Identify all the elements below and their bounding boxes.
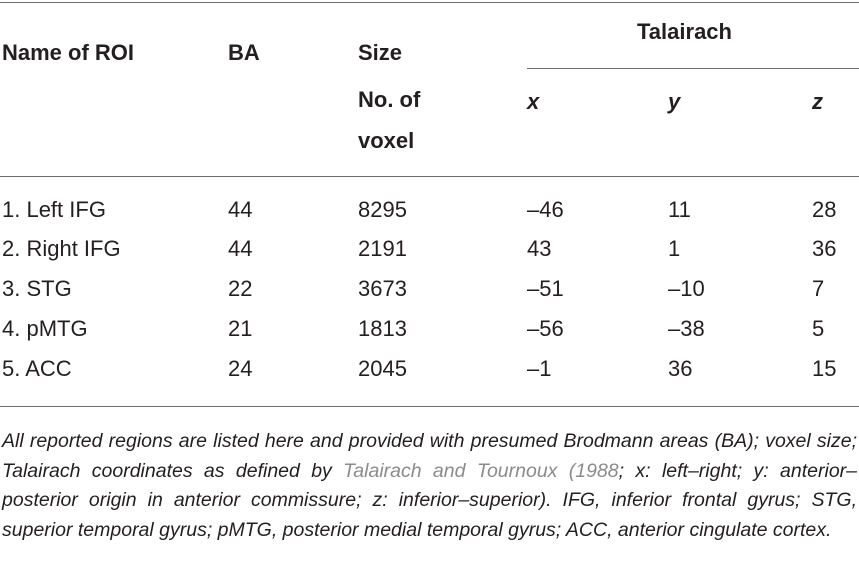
footnote-text-2: ; x: left–right; y: anterior–posterior origin in anterior commissure; z: inferior–superior). IFG, inferior frontal gyrus; STG, superior temporal gyrus; pMTG, posterior medial temporal gyrus; ACC, anterior cingulate cortex.	[2, 459, 857, 541]
row-4-x: –56	[527, 316, 564, 341]
row-2-y: 1	[668, 236, 681, 261]
row-3-z: 7	[812, 276, 825, 301]
header-z: z	[812, 89, 823, 114]
row-5-z: 15	[812, 356, 837, 381]
row-4-name: 4. pMTG	[2, 316, 88, 341]
row-2-z: 36	[812, 236, 837, 261]
row-5-x: –1	[527, 356, 552, 381]
row-1-name: 1. Left IFG	[2, 197, 106, 222]
row-5-name: 5. ACC	[2, 356, 72, 381]
header-ba: BA	[228, 40, 260, 65]
row-4-ba: 21	[228, 316, 253, 341]
row-3-x: –51	[527, 276, 564, 301]
top-rule	[0, 2, 859, 3]
footnote-text-1: All reported regions are listed here and provided with presumed Brodmann areas (BA); voxel size; Talairach coordinates as defined by	[2, 430, 857, 482]
header-size-sub-1: No. of	[358, 87, 421, 112]
footnote-reference-link[interactable]: Talairach and Tournoux (1988	[343, 459, 619, 482]
row-5-size: 2045	[358, 356, 407, 381]
header-talairach: Talairach	[637, 19, 732, 44]
row-5-y: 36	[668, 356, 693, 381]
row-5-ba: 24	[228, 356, 253, 381]
row-2-x: 43	[527, 236, 552, 261]
row-3-y: –10	[668, 276, 705, 301]
row-1-size: 8295	[358, 197, 407, 222]
header-name: Name of ROI	[2, 40, 135, 65]
header-size-sub-2: voxel	[358, 128, 415, 153]
row-2-name: 2. Right IFG	[2, 236, 121, 261]
row-3-size: 3673	[358, 276, 407, 301]
row-1-z: 28	[812, 197, 837, 222]
row-1-y: 11	[668, 197, 691, 222]
header-rule	[0, 176, 859, 177]
header-x: x	[527, 89, 540, 114]
header-y: y	[668, 89, 681, 114]
talairach-rule	[527, 68, 859, 69]
bottom-rule	[0, 406, 859, 407]
row-4-z: 5	[812, 316, 825, 341]
row-3-name: 3. STG	[2, 276, 72, 301]
row-1-x: –46	[527, 197, 564, 222]
row-4-y: –38	[668, 316, 705, 341]
header-size: Size	[358, 40, 403, 65]
row-3-ba: 22	[228, 276, 253, 301]
row-1-ba: 44	[228, 197, 253, 222]
row-2-size: 2191	[358, 236, 407, 261]
row-2-ba: 44	[228, 236, 253, 261]
row-4-size: 1813	[358, 316, 407, 341]
table-footnote	[2, 427, 857, 545]
